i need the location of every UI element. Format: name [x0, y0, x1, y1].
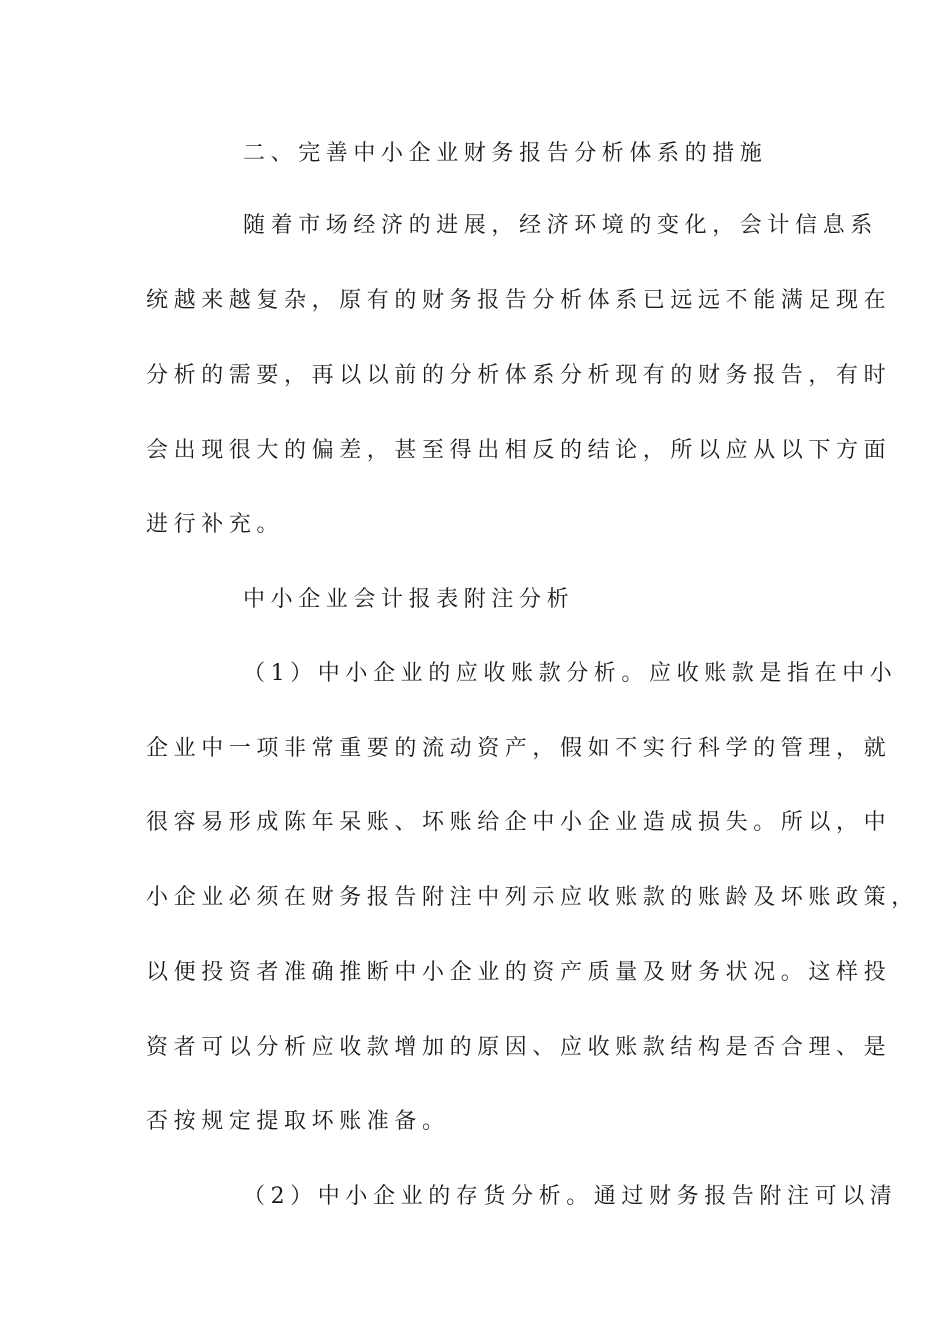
- paragraph-2-line-4: 小企业必须在财务报告附注中列示应收账款的账龄及坏账政策，: [146, 885, 919, 910]
- subheading: 中小企业会计报表附注分析: [243, 587, 575, 612]
- paragraph-2-line-5: 以便投资者准确推断中小企业的资产质量及财务状况。这样投: [146, 960, 892, 985]
- paragraph-3-line-1: （2）中小企业的存货分析。通过财务报告附注可以清: [243, 1184, 898, 1209]
- paragraph-2-line-2: 企业中一项非常重要的流动资产，假如不实行科学的管理，就: [146, 736, 892, 761]
- paragraph-2-line-7: 否按规定提取坏账准备。: [146, 1109, 450, 1134]
- section-heading: 二、完善中小企业财务报告分析体系的措施: [243, 141, 768, 166]
- paragraph-1-line-4: 会出现很大的偏差，甚至得出相反的结论，所以应从以下方面: [146, 438, 892, 463]
- paragraph-1-line-1: 随着市场经济的进展，经济环境的变化，会计信息系: [243, 213, 878, 238]
- paragraph-2-line-3: 很容易形成陈年呆账、坏账给企中小企业造成损失。所以，中: [146, 810, 892, 835]
- paragraph-1-line-2: 统越来越复杂，原有的财务报告分析体系已远远不能满足现在: [146, 288, 892, 313]
- paragraph-1-line-5: 进行补充。: [146, 512, 285, 537]
- paragraph-1-line-3: 分析的需要，再以以前的分析体系分析现有的财务报告，有时: [146, 363, 892, 388]
- paragraph-2-line-1: （1）中小企业的应收账款分析。应收账款是指在中小: [243, 661, 898, 686]
- paragraph-2-line-6: 资者可以分析应收款增加的原因、应收账款结构是否合理、是: [146, 1035, 892, 1060]
